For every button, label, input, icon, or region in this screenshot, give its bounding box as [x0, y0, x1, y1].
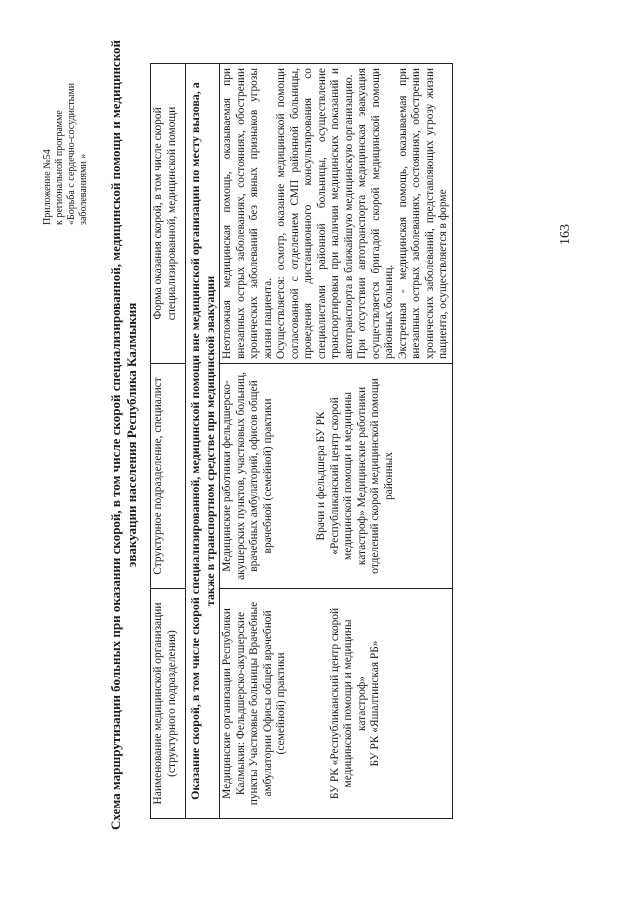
page-title: Схема маршрутизации больных при оказании скорой, в том числе скорой специализированной, медицинской помощи и медицинской эвакуации населения Республика Калмыкия — [108, 39, 139, 831]
form-paragraph: Экстренная - медицинская помощь, оказываемая при внезапных острых заболеваниях, состояниях, обострении хронических заболеваний, представляющих угрозу жизни пациента, осуществляется в форме — [396, 68, 449, 359]
table-header-row — [151, 64, 186, 819]
routing-table — [150, 63, 453, 819]
section-heading: Оказание скорой, в том числе скорой специализированной, медицинской помощи вне медицинской организации по месту вызова, а также в транспортном средстве при медицинской эвакуации — [186, 64, 220, 819]
column-header-unit: Структурное подразделение, специалист — [151, 364, 186, 589]
unit-text: Врачи и фельдшера БУ РК «Республиканский центр скорой медицинской помощи и медицины катастроф» Медицинские работники отделений скорой медицинской помощи районных — [315, 378, 395, 574]
form-paragraph: Осуществляется: осмотр, оказание медицинской помощи согласованной с отделением СМП районной больницы, проведения дистанционного консультирования со специалистами районной больницы, осуществление транспортировки при наличии медицинских показаний и автотранспорта в ближайшую медицинскую организацию. — [275, 68, 355, 359]
page-number: 163 — [558, 224, 573, 245]
cell-form — [220, 64, 453, 364]
table-row — [220, 64, 453, 819]
routing-table-container — [150, 63, 453, 819]
column-header-form: Форма оказания скорой, в том числе скорой специализированной, медицинской помощи — [151, 64, 186, 364]
form-paragraph: При отсутствии автотранспорта медицинская эвакуация осуществляется бригадой скорой медицинской помощи районных больниц. — [356, 68, 395, 359]
organization-text: БУ РК «Республиканский центр скорой медицинской помощи и медицины катастроф» — [328, 607, 368, 800]
appendix-line: Приложение №54 — [42, 149, 53, 225]
unit-text: Медицинские работники фельдшерско-акушерских пунктов, участковых больниц, врачебных амбулаторий, офисов общей врачебной (семейной) практики — [221, 372, 274, 580]
organization-text: Медицинские организации Республики Калмыкия: Фельдшерско-акушерские пункты Участковые больницы Врачебные амбулатории Офисы общей врачебной (семейной) практики — [221, 601, 287, 806]
appendix-header — [42, 15, 90, 225]
cell-spacer — [289, 593, 329, 814]
column-header-organization: Наименование медицинской организации (структурного подразделения) — [151, 589, 186, 819]
appendix-line: заболеваниями » — [78, 153, 89, 225]
organization-text: БУ РК «Яшалтинская РБ» — [369, 640, 381, 767]
cell-unit — [220, 364, 453, 589]
appendix-line: к региональной программе — [54, 110, 65, 225]
section-row — [186, 64, 220, 819]
cell-organization — [220, 589, 453, 819]
cell-spacer — [275, 368, 315, 584]
appendix-line: «Борьба с сердечно-сосудистыми — [66, 82, 77, 225]
form-paragraph: Неотложная медицинская помощь, оказываемая при внезапных острых заболеваниях, состояниях, обострении хронических заболеваний без явных признаков угрозы жизни пациента. — [221, 68, 274, 359]
